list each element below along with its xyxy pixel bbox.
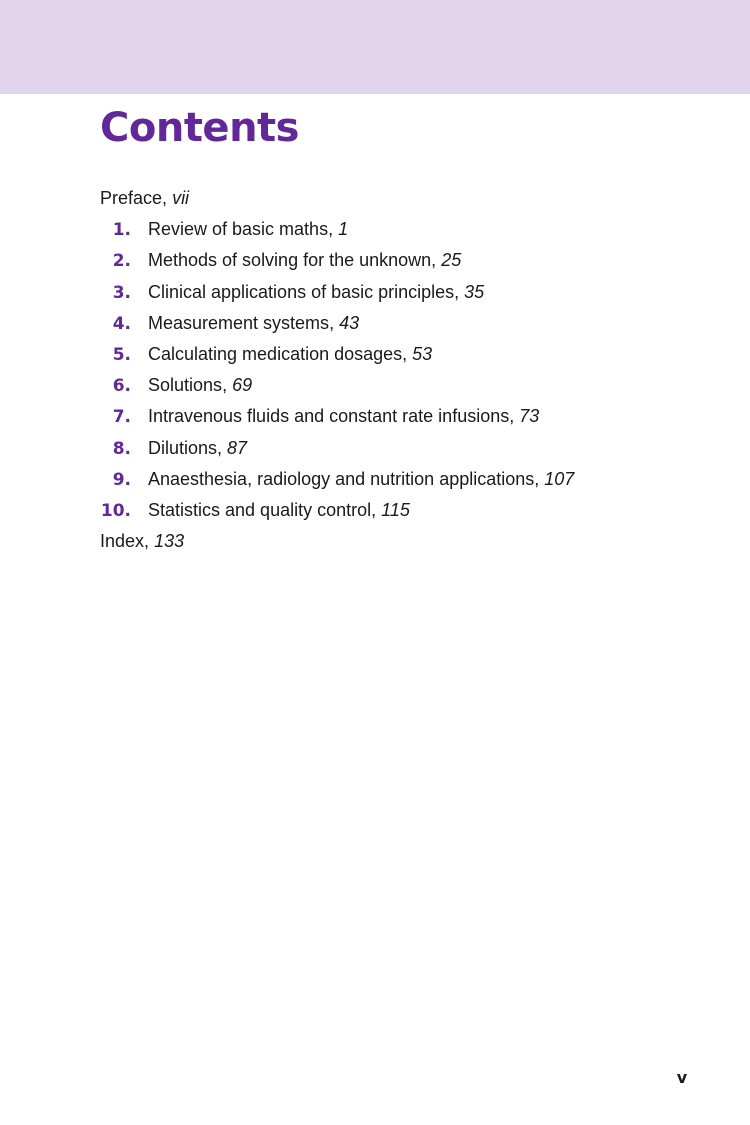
chapter-title: Methods of solving for the unknown xyxy=(148,250,432,271)
chapter-page: 69 xyxy=(232,375,253,396)
toc-entry-page: vii xyxy=(172,188,190,208)
chapter-number: 1. xyxy=(112,220,131,241)
chapter-title: Dilutions xyxy=(148,437,218,458)
toc-entry-chapter-7[interactable]: 7. Intravenous fluids and constant rate infusions, 73 xyxy=(100,401,700,432)
toc-entry-chapter-2[interactable]: 2. Methods of solving for the unknown, 25 xyxy=(100,245,700,276)
toc-entry-chapter-10[interactable]: 10. Statistics and quality control, 115 xyxy=(100,495,700,526)
toc-entry-chapter-8[interactable]: 8. Dilutions, 87 xyxy=(100,433,700,464)
chapter-page: 73 xyxy=(519,406,540,427)
chapter-title: Statistics and quality control xyxy=(148,499,372,520)
chapter-page: 1 xyxy=(338,219,349,240)
chapter-title: Clinical applications of basic principles xyxy=(148,281,455,302)
chapter-number: 2. xyxy=(112,251,131,272)
toc-entry-chapter-3[interactable]: 3. Clinical applications of basic principles, 35 xyxy=(100,277,700,308)
toc-entry-index[interactable]: Index, 133 xyxy=(100,531,185,552)
toc-entry-chapter-9[interactable]: 9. Anaesthesia, radiology and nutrition applications, 107 xyxy=(100,464,700,495)
toc-entry-title: Index xyxy=(100,531,145,552)
chapter-page: 87 xyxy=(227,437,248,458)
chapter-number: 9. xyxy=(112,469,131,490)
chapter-number: 7. xyxy=(112,407,131,428)
chapter-number: 8. xyxy=(112,438,131,459)
chapter-page: 107 xyxy=(544,468,575,489)
toc-entry-chapter-1[interactable]: 1. Review of basic maths, 1 xyxy=(100,214,700,245)
chapter-title: Anaesthesia, radiology and nutrition applications xyxy=(148,468,535,489)
chapter-title: Calculating medication dosages xyxy=(148,343,403,364)
chapter-page: 53 xyxy=(412,343,433,364)
chapter-number: 4. xyxy=(112,313,131,334)
page-number: v xyxy=(676,1068,688,1087)
chapter-number: 10. xyxy=(100,500,131,521)
table-of-contents xyxy=(100,183,700,557)
chapter-number: 5. xyxy=(112,344,131,365)
toc-entry-chapter-5[interactable]: 5. Calculating medication dosages, 53 xyxy=(100,339,700,370)
toc-entry-chapter-4[interactable]: 4. Measurement systems, 43 xyxy=(100,308,700,339)
chapter-number: 3. xyxy=(112,282,131,303)
toc-entry-title: Preface xyxy=(100,188,163,208)
toc-entry-page: 133 xyxy=(154,531,185,552)
chapter-title: Intravenous fluids and constant rate infusions xyxy=(148,406,510,427)
toc-entry-preface[interactable]: Preface, vii xyxy=(100,188,190,208)
chapter-page: 115 xyxy=(381,499,410,520)
toc-entry-chapter-6[interactable]: 6. Solutions, 69 xyxy=(100,370,700,401)
chapter-title: Measurement systems xyxy=(148,312,330,333)
chapter-title: Review of basic maths xyxy=(148,219,329,240)
chapter-page: 35 xyxy=(464,281,485,302)
chapter-page: 43 xyxy=(339,312,360,333)
chapter-number: 6. xyxy=(112,376,131,397)
header-band xyxy=(0,0,750,94)
chapter-page: 25 xyxy=(441,250,462,271)
page-title: Contents xyxy=(100,105,299,151)
chapter-title: Solutions xyxy=(148,375,223,396)
